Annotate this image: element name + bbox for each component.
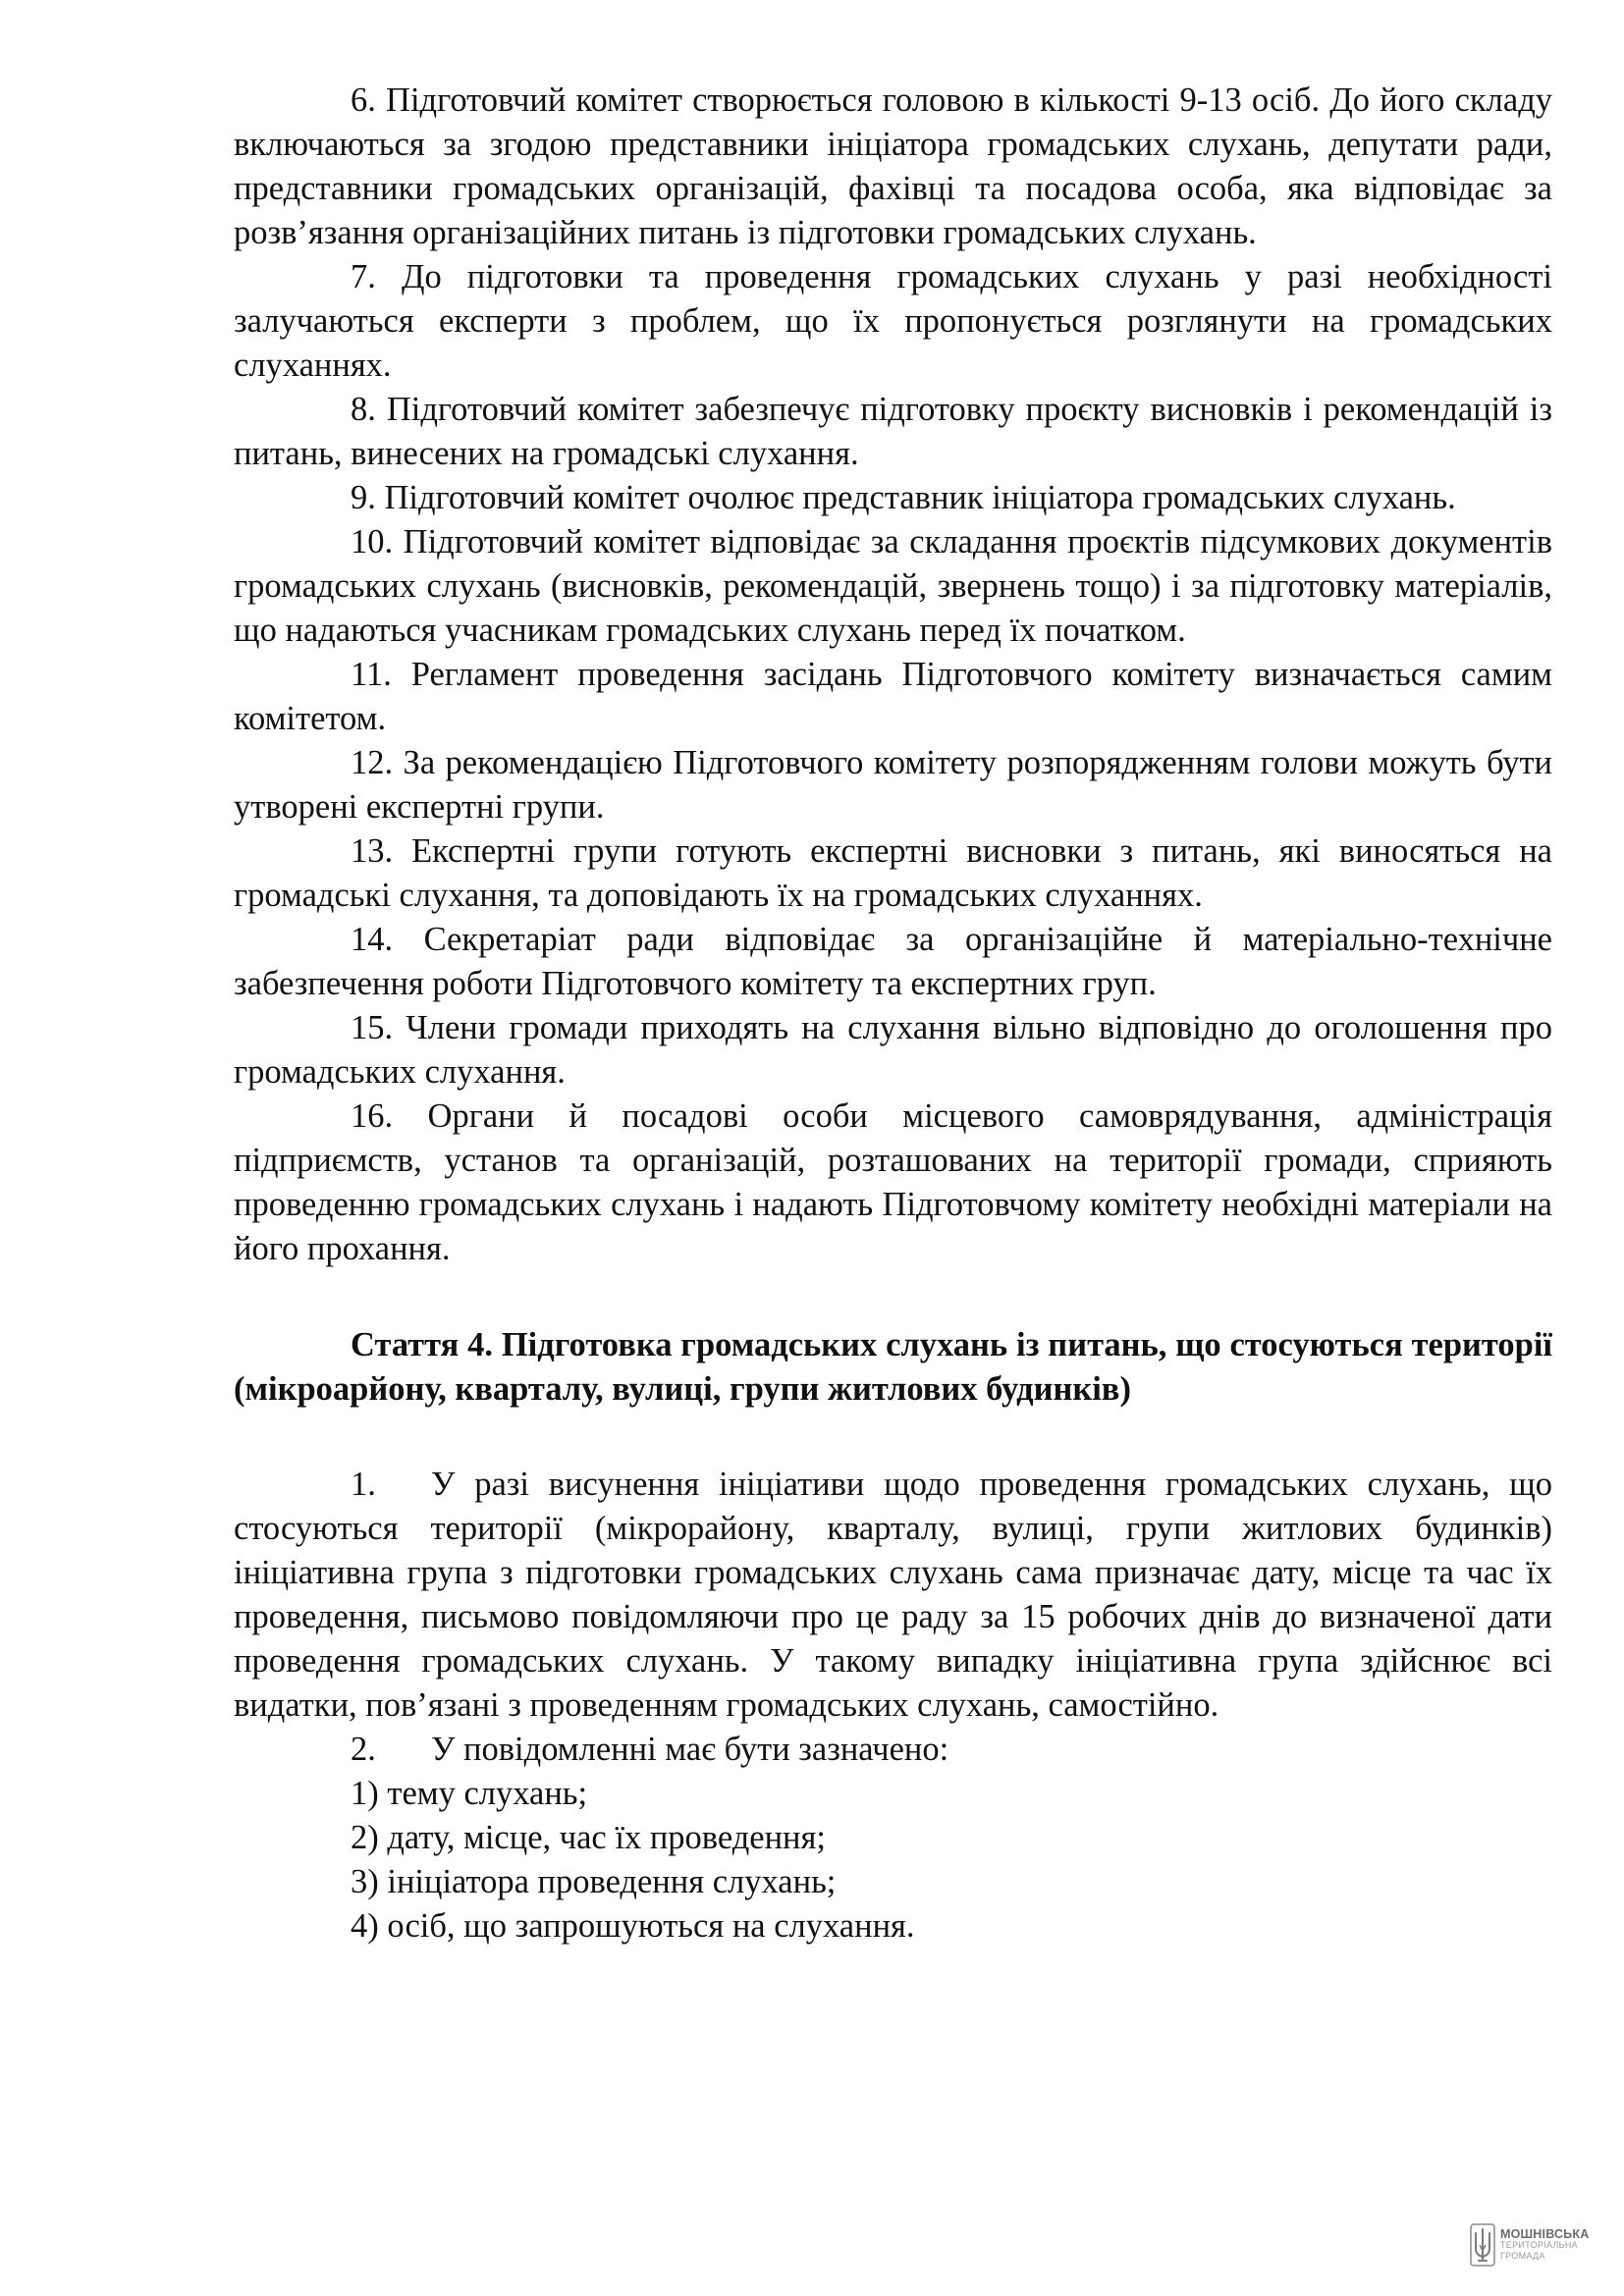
document-page — [234, 79, 1552, 1949]
logo-text — [1500, 2226, 1590, 2262]
item-number: 1. — [351, 1466, 376, 1503]
paragraph-15: 15. Члени громади приходять на слухання вільно відповідно до оголошення про громадських слухання. — [234, 1009, 1552, 1091]
logo-line-3: ГРОМАДА — [1500, 2250, 1545, 2261]
item-text: У разі висунення ініціативи щодо проведення громадських слухань, що стосуються території (мікрорайону, кварталу, вулиці, групи житлових будинків) ініціативна група з підготовки громадських слухань сама призначає дату, місце та час їх проведення, письмово повідомляючи про це раду за 15 робочих днів до визначеної дати проведення громадських слухань. У такому випадку ініціативна група здійснює всі видатки, пов’язані з проведенням громадських слухань, самостійно. — [234, 1466, 1552, 1724]
paragraph-8: 8. Підготовчий комітет забезпечує підготовку проєкту висновків і рекомендацій із питань, винесених на громадські слухання. — [234, 391, 1552, 472]
paragraph-13: 13. Експертні групи готують експертні висновки з питань, які виносяться на громадські слухання, та доповідають їх на громадських слуханнях. — [234, 832, 1552, 914]
item-text: У повідомленні має бути зазначено: — [431, 1731, 949, 1768]
paragraph-14: 14. Секретаріат ради відповідає за організаційне й матеріально-технічне забезпечення роботи Підготовчого комітету та експертних груп. — [234, 921, 1552, 1002]
article-4-item-1 — [234, 1463, 1552, 1728]
notice-list-item: 2) дату, місце, час їх проведення; — [351, 1819, 826, 1856]
article-4-item-2 — [234, 1728, 1552, 1772]
paragraph-12: 12. За рекомендацією Підготовчого комітету розпорядженням голови можуть бути утворені експертні групи. — [234, 744, 1552, 826]
item-number: 2. — [351, 1731, 376, 1768]
trident-icon — [1470, 2223, 1495, 2267]
paragraph-6: 6. Підготовчий комітет створюється головою в кількості 9-13 осіб. До його складу включаються за згодою представники ініціатора громадських слухань, депутати ради, представники громадських організацій, фахівці та посадова особа, яка відповідає за розв’язання організаційних питань із підготовки громадських слухань. — [234, 81, 1552, 251]
logo-line-2: ТЕРИТОРІАЛЬНА — [1500, 2239, 1578, 2250]
notice-list-item: 3) ініціатора проведення слухань; — [351, 1863, 837, 1900]
notice-list-item: 4) осіб, що запрошуються на слухання. — [351, 1907, 915, 1945]
notice-list-item: 1) тему слухань; — [351, 1775, 588, 1812]
community-logo — [1470, 2220, 1607, 2269]
paragraph-16: 16. Органи й посадові особи місцевого самоврядування, адміністрація підприємств, установ та організацій, розташованих на території громади, сприяють проведенню громадських слухань і надають Підготовчому комітету необхідні матеріали на його прохання. — [234, 1097, 1552, 1267]
logo-line-1: МОШНІВСЬКА — [1500, 2226, 1590, 2241]
paragraph-10: 10. Підготовчий комітет відповідає за складання проєктів підсумкових документів громадських слухань (висновків, рекомендацій, звернень тощо) і за підготовку матеріалів, що надаються учасникам громадських слухань перед їх початком. — [234, 523, 1552, 649]
paragraph-7: 7. До підготовки та проведення громадських слухань у разі необхідності залучаються експерти з проблем, що їх пропонується розглянути на громадських слуханнях. — [234, 258, 1552, 384]
paragraph-11: 11. Регламент проведення засідань Підготовчого комітету визначається самим комітетом. — [234, 656, 1552, 737]
paragraph-9: 9. Підготовчий комітет очолює представник ініціатора громадських слухань. — [351, 479, 1456, 516]
article-4-heading: Стаття 4. Підготовка громадських слухань із питань, що стосуються території (мікроарйону, кварталу, вулиці, групи житлових будинків) — [234, 1326, 1552, 1408]
